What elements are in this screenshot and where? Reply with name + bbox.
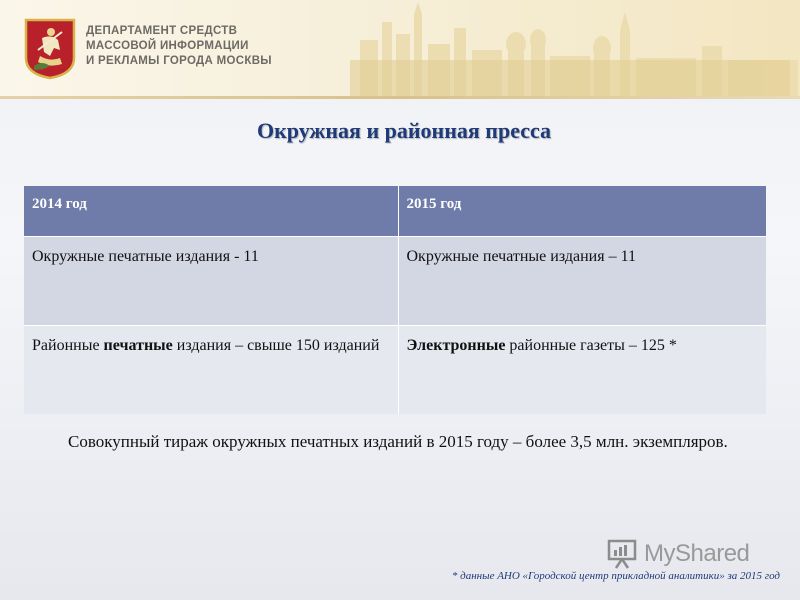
header-divider: [0, 96, 800, 99]
cell-text-tail: районные газеты – 125 *: [505, 337, 677, 354]
cell-text-tail: издания – свыше 150 изданий: [172, 337, 380, 354]
cell-bold-text: Электронные: [406, 337, 506, 354]
table-cell: [398, 237, 766, 326]
press-comparison-table: [24, 186, 766, 414]
table-row: [24, 326, 766, 415]
myshared-watermark[interactable]: [606, 536, 749, 572]
source-footnote: * данные АНО «Городской центр прикладной аналитики» за 2015 год: [451, 570, 780, 582]
cell-text: Окружные печатные издания – 11: [406, 248, 637, 265]
column-header-2015: 2015 год: [398, 186, 766, 237]
slide-title: Окружная и районная пресса: [256, 118, 552, 143]
table-cell: [24, 237, 398, 326]
header-banner: [0, 0, 800, 96]
watermark-label: MyShared: [644, 540, 750, 567]
cell-bold-text: печатные: [103, 337, 173, 354]
moscow-skyline-illustration: [340, 0, 800, 96]
presentation-board-icon: [606, 538, 638, 570]
table-cell: [398, 326, 766, 415]
table-row: [24, 237, 766, 326]
cell-text: Окружные печатные издания - 11: [32, 248, 259, 265]
department-name-line-1: ДЕПАРТАМЕНТ СРЕДСТВ: [86, 25, 238, 37]
table-cell: [24, 326, 398, 415]
column-header-2014: 2014 год: [24, 186, 398, 237]
department-name-line-2: МАССОВОЙ ИНФОРМАЦИИ: [86, 40, 249, 52]
cell-text: Районные: [32, 337, 104, 354]
department-name: [86, 24, 386, 69]
table-header-row: [24, 186, 766, 237]
circulation-summary: Совокупный тираж окружных печатных изданий в 2015 году – более 3,5 млн. экземпляров.: [68, 432, 728, 451]
moscow-coat-of-arms-icon: [24, 18, 76, 80]
department-name-line-3: И РЕКЛАМЫ ГОРОДА МОСКВЫ: [86, 55, 272, 67]
